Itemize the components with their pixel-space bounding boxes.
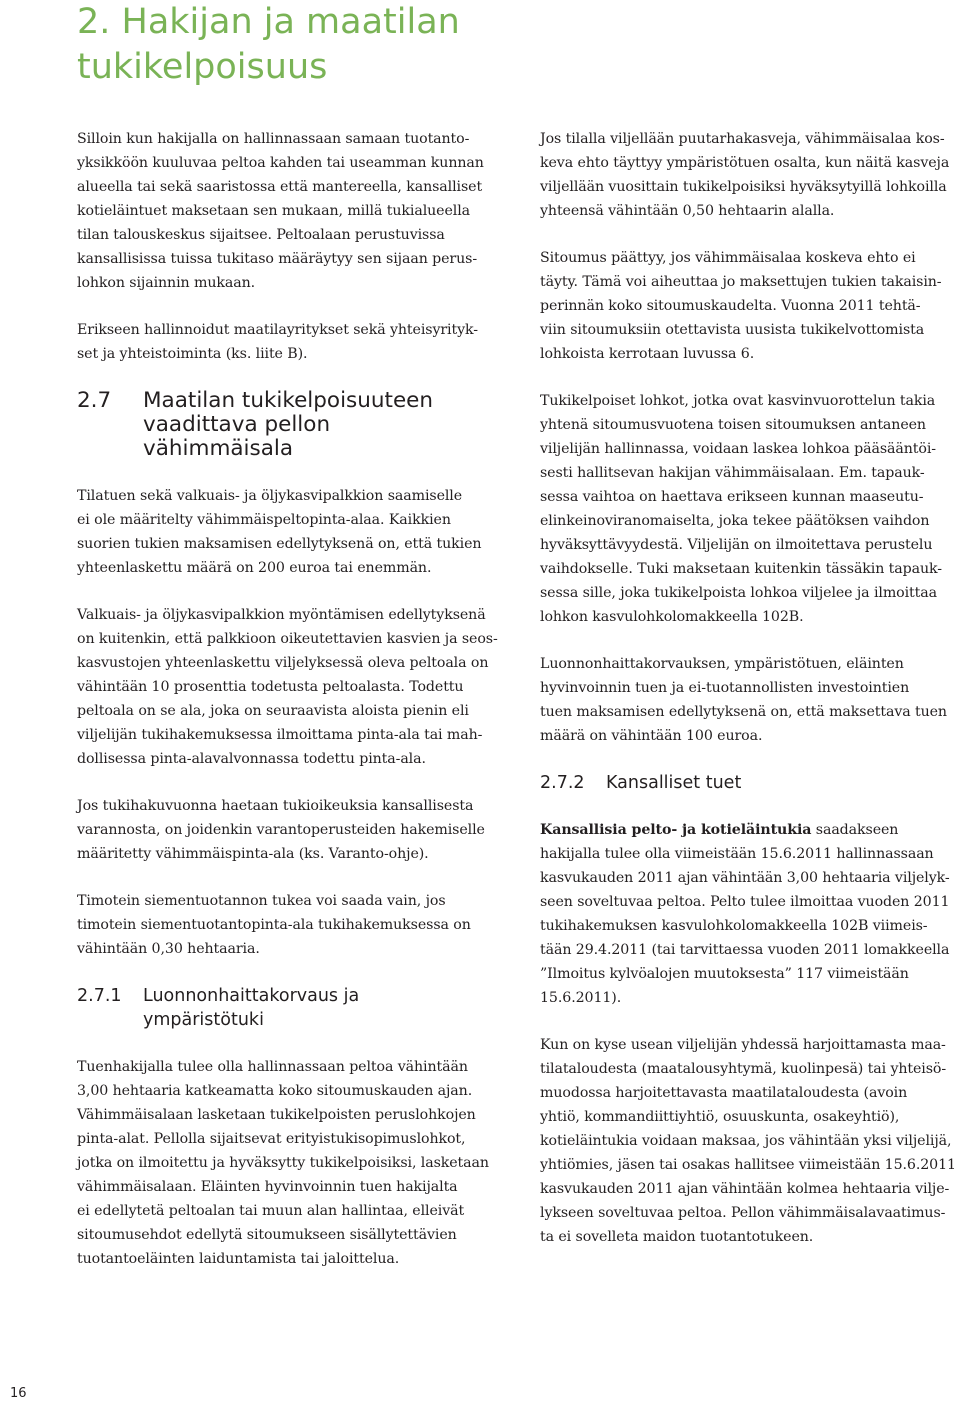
- paragraph-timothy-seed: Timotein siementuotannon tukea voi saada vain, jos timotein siementuotantopinta-ala tukihakemuksessa on vähintään 0,30 hehtaaria.: [77, 893, 471, 957]
- paragraph-commitment-ends: Sitoumus päättyy, jos vähimmäisalaa koskeva ehto ei täyty. Tämä voi aiheuttaa jo maksettujen tukien takaisin- perinnän koko sitoumuskaudelta. Vuonna 2011 tehtä- viin sitoumuksiin otettavista uusista tukikelvottomista lohkoista kerrotaan luvussa 6.: [540, 250, 942, 362]
- bold-term: Kansallisia pelto- ja kotieläintukia: [540, 822, 812, 838]
- paragraph-national-aids: [540, 818, 960, 1010]
- paragraph-joint-farming: Kun on kyse usean viljelijän yhdessä harjoittamasta maa- tilataloudesta (maatalousyhtymä, kuolinpesä) tai yhteisö- muodossa harjoitettavasta maatilataloudesta (avoin yhtiö, kommandiittiyhtiö, osuuskunta, osakeyhtiö), kotieläintukia voidaan maksaa, jos vähintään yksi viljelijä, yhtiömies, jäsen tai osakas hallitsee viimeistään 15.6.2011 kasvukauden 2011 ajan vähintään kolmea hehtaaria vilje- lykseen soveltuvaa peltoa. Pellon vähimmäisalavaatimus- ta ei sovelleta maidon tuotantotukeen.: [540, 1037, 956, 1245]
- paragraph-national-reserve: Jos tukihakuvuonna haetaan tukioikeuksia kansallisesta varannosta, on joidenkin varantoperusteiden hakemiselle määritetty vähimmäispinta-ala (ks. Varanto-ohje).: [77, 798, 485, 862]
- paragraph-multiple-municipalities: Silloin kun hakijalla on hallinnassaan samaan tuotanto- yksikköön kuuluvaa peltoa kahden tai useamman kunnan alueella tai sekä saaristossa että mantereella, kansalliset kotieläintuet maksetaan sen mukaan, millä tukialueella tilan talouskeskus sijaitsee. Peltoalaan perustuvissa kansallisissa tuissa tukitaso määräytyy sen sijaan perus- lohkon sijainnin mukaan.: [77, 131, 484, 291]
- subsection-title: Kansalliset tuet: [606, 773, 742, 793]
- left-column: [77, 127, 505, 1294]
- paragraph-text: saadakseen hakijalla tulee olla viimeistään 15.6.2011 hallinnassaan kasvukauden 2011 ajan vähintään 3,00 hehtaaria viljelyk- seen soveltuvaa peltoa. Pelto tulee ilmoittaa vuoden 2011 tukihakemuksen kasvulohkolomakkeella 102B viimeis- tään 29.4.2011 (tai tarvittaessa vuoden 2011 lomakkeella ”Ilmoitus kylvöalojen muutoksesta” 117 viimeistään 15.6.2011).: [540, 822, 950, 1006]
- paragraph-applicant-field-area: Tuenhakijalla tulee olla hallinnassaan peltoa vähintään 3,00 hehtaaria katkeamatta koko sitoumuskauden ajan. Vähimmäisalaan lasketaan tukikelpoisten peruslohkojen pinta-alat. Pellolla sijaitsevat erityistukisopimuslohkot, jotka on ilmoitettu ja hyväksytty tukikelpoisiksi, lasketaan vähimmäisalaan. Eläinten hyvinvoinnin tuen hakijalta ei edellytetä peltoalan tai muun alan hallintaa, elleivät sitoumusehdot edellytä sitoumukseen sisällytettävien tuotantoeläinten laiduntamista tai jaloittelua.: [77, 1059, 489, 1267]
- section-heading-2-7-1: [77, 984, 505, 1032]
- section-number: 2.7: [77, 388, 112, 413]
- right-column: [540, 127, 960, 1272]
- section-title: Maatilan tukikelpoisuuteen vaadittava pellon vähimmäisala: [143, 388, 434, 461]
- subsection-number: 2.7.1: [77, 986, 122, 1006]
- paragraph-separately-managed: Erikseen hallinnoidut maatilayritykset sekä yhteisyrityk- set ja yhteistoiminta (ks. liite B).: [77, 322, 478, 362]
- section-heading-2-7-2: [540, 771, 960, 795]
- subsection-title: Luonnonhaittakorvaus ja ympäristötuki: [143, 986, 360, 1030]
- paragraph-eligible-parcels: Tukikelpoiset lohkot, jotka ovat kasvinvuorottelun takia yhtenä sitoumusvuotena toisen sitoumuksen antaneen viljelijän hallinnassa, voidaan laskea lohkoa pääsääntöi- sesti hallitsevan hakijan vähimmäisalaan. Em. tapauk- sessa vaihtoa on haettava erikseen kunnan maaseutu- elinkeinoviranomaiselta, joka tekee päätöksen vaihdon hyväksyttävyydestä. Viljelijän on ilmoitettava perustelu vaihdokselle. Tuki maksetaan kuitenkin tässäkin tapauk- sessa sille, joka tukikelpoista lohkoa viljelee ja ilmoittaa lohkon kasvulohkolomakkeella 102B.: [540, 393, 942, 625]
- paragraph-minimum-area: Tilatuen sekä valkuais- ja öljykasvipalkkion saamiselle ei ole määritelty vähimmäispeltopinta-alaa. Kaikkien suorien tukien maksamisen edellytyksenä on, että tukien yhteenlaskettu määrä on 200 euroa tai enemmän.: [77, 488, 482, 576]
- section-heading-2-7: [77, 389, 505, 461]
- page-number: 16: [10, 1386, 27, 1401]
- page-title: 2. Hakijan ja maatilan tukikelpoisuus: [77, 2, 460, 87]
- paragraph-payment-minimum: Luonnonhaittakorvauksen, ympäristötuen, eläinten hyvinvoinnin tuen ja ei-tuotannollisten investointien tuen maksamisen edellytyksenä on, että maksettava tuen määrä on vähintään 100 euroa.: [540, 656, 947, 744]
- paragraph-horticulture: Jos tilalla viljellään puutarhakasveja, vähimmäisalaa kos- keva ehto täyttyy ympäristötuen osalta, kun näitä kasveja viljellään vuosittain tukikelpoisiksi hyväksytyillä lohkoilla yhteensä vähintään 0,50 hehtaarin alalla.: [540, 131, 950, 219]
- subsection-number: 2.7.2: [540, 773, 585, 793]
- paragraph-protein-oil-crop: Valkuais- ja öljykasvipalkkion myöntämisen edellytyksenä on kuitenkin, että palkkioon oikeutettavien kasvien ja seos- kasvustojen yhteenlaskettu viljelyksessä oleva peltoala on vähintään 10 prosenttia todetusta peltoalasta. Todettu peltoala on se ala, joka on seuraavista aloista pienin eli viljelijän tukihakemuksessa ilmoittama pinta-ala tai mah- dollisessa pinta-alavalvonnassa todettu pinta-ala.: [77, 607, 498, 767]
